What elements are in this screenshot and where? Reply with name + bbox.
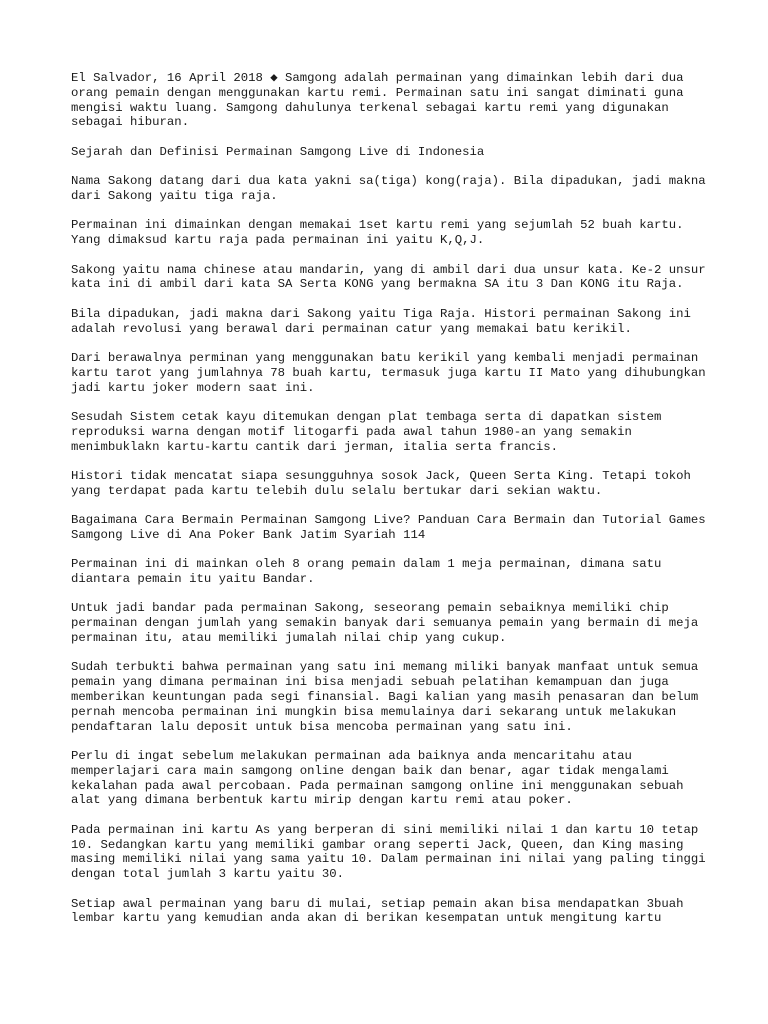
paragraph-figures: Histori tidak mencatat siapa sesungguhnya sosok Jack, Queen Serta King. Tetapi tokoh yang terdapat pada kartu telebih dulu selalu bertukar dari sekian waktu. [71,468,691,498]
section-heading-history: Sejarah dan Definisi Permainan Samgong Live di Indonesia [71,144,485,159]
paragraph-benefits: Sudah terbukti bahwa permainan yang satu ini memang miliki banyak manfaat untuk semua pemain yang dimana permainan ini bisa menjadi sebuah pelatihan kemampuan dan juga memberikan keuntungan pada segi finansial. Bagi kalian yang masih penasaran dan belum pernah mencoba permainan ini mungkin bisa memulainya dari sekarang untuk melakukan pendaftaran lalu deposit untuk bisa mencoba permainan yang satu ini. [71,660,699,734]
paragraph-chinese-name: Sakong yaitu nama chinese atau mandarin, yang di ambil dari dua unsur kata. Ke-2 unsur kata ini di ambil dari kata SA Serta KONG yang bermakna SA itu 3 Dan KONG itu Raja. [71,262,706,292]
paragraph-players: Permainan ini di mainkan oleh 8 orang pemain dalam 1 meja permainan, dimana satu diantara pemain itu yaitu Bandar. [71,557,662,587]
paragraph-learn-first: Perlu di ingat sebelum melakukan permainan ada baiknya anda mencaritahu atau memperlajari cara main samgong online dengan baik dan benar, agar tidak mengalami kekalahan pada awal percobaan. Pada permainan samgong online ini menggunakan sebuah alat yang dimana berbentuk kartu mirip dengan kartu remi atau poker. [71,749,684,808]
paragraph-print-system: Sesudah Sistem cetak kayu ditemukan dengan plat tembaga serta di dapatkan sistem reproduksi warna dengan motif litogarfi pada awal tahun 1980-an yang semakin menimbuklakn kartu-kartu cantik dari jerman, italia serta francis. [71,409,662,454]
document-page [71,71,711,941]
paragraph-history: Bila dipadukan, jadi makna dari Sakong yaitu Tiga Raja. Histori permainan Sakong ini adalah revolusi yang berawal dari permainan catur yang memakai batu kerikil. [71,306,691,336]
paragraph-card-values: Pada permainan ini kartu As yang berperan di sini memiliki nilai 1 dan kartu 10 tetap 10. Sedangkan kartu yang memiliki gambar orang seperti Jack, Queen, dan King masing masing memiliki nilai yang sama yaitu 10. Dalam permainan ini nilai yang paling tinggi dengan total jumlah 3 kartu yaitu 30. [71,822,706,882]
intro-paragraph: El Salvador, 16 April 2018 ◆ Samgong adalah permainan yang dimainkan lebih dari dua orang pemain dengan menggunakan kartu remi. Permainan satu ini sangat diminati guna mengisi waktu luang. Samgong dahulunya terkenal sebagai kartu remi yang digunakan sebagai hiburan. [71,71,684,130]
paragraph-tarot: Dari berawalnya perminan yang menggunakan batu kerikil yang kembali menjadi permainan kartu tarot yang jumlahnya 78 buah kartu, termasuk juga kartu II Mato yang dihubungkan jadi kartu joker modern saat ini. [71,350,706,395]
paragraph-bandar: Untuk jadi bandar pada permainan Sakong, seseorang pemain sebaiknya memiliki chip permainan dengan jumlah yang semakin banyak dari semuanya pemain yang bermain di meja permainan itu, atau memiliki jumalah nilai chip yang cukup. [71,601,699,646]
paragraph-name-origin: Nama Sakong datang dari dua kata yakni sa(tiga) kong(raja). Bila dipadukan, jadi makna dari Sakong yaitu tiga raja. [71,174,706,203]
paragraph-card-set: Permainan ini dimainkan dengan memakai 1set kartu remi yang sejumlah 52 buah kartu. Yang dimaksud kartu raja pada permainan ini yaitu K,Q,J. [71,218,684,248]
section-heading-howto: Bagaimana Cara Bermain Permainan Samgong Live? Panduan Cara Bermain dan Tutorial Games Samgong Live di Ana Poker Bank Jatim Syariah 114 [71,513,706,542]
paragraph-start-game: Setiap awal permainan yang baru di mulai, setiap pemain akan bisa mendapatkan 3buah lembar kartu yang kemudian anda akan di berikan kesempatan untuk mengitung kartu [71,896,684,926]
